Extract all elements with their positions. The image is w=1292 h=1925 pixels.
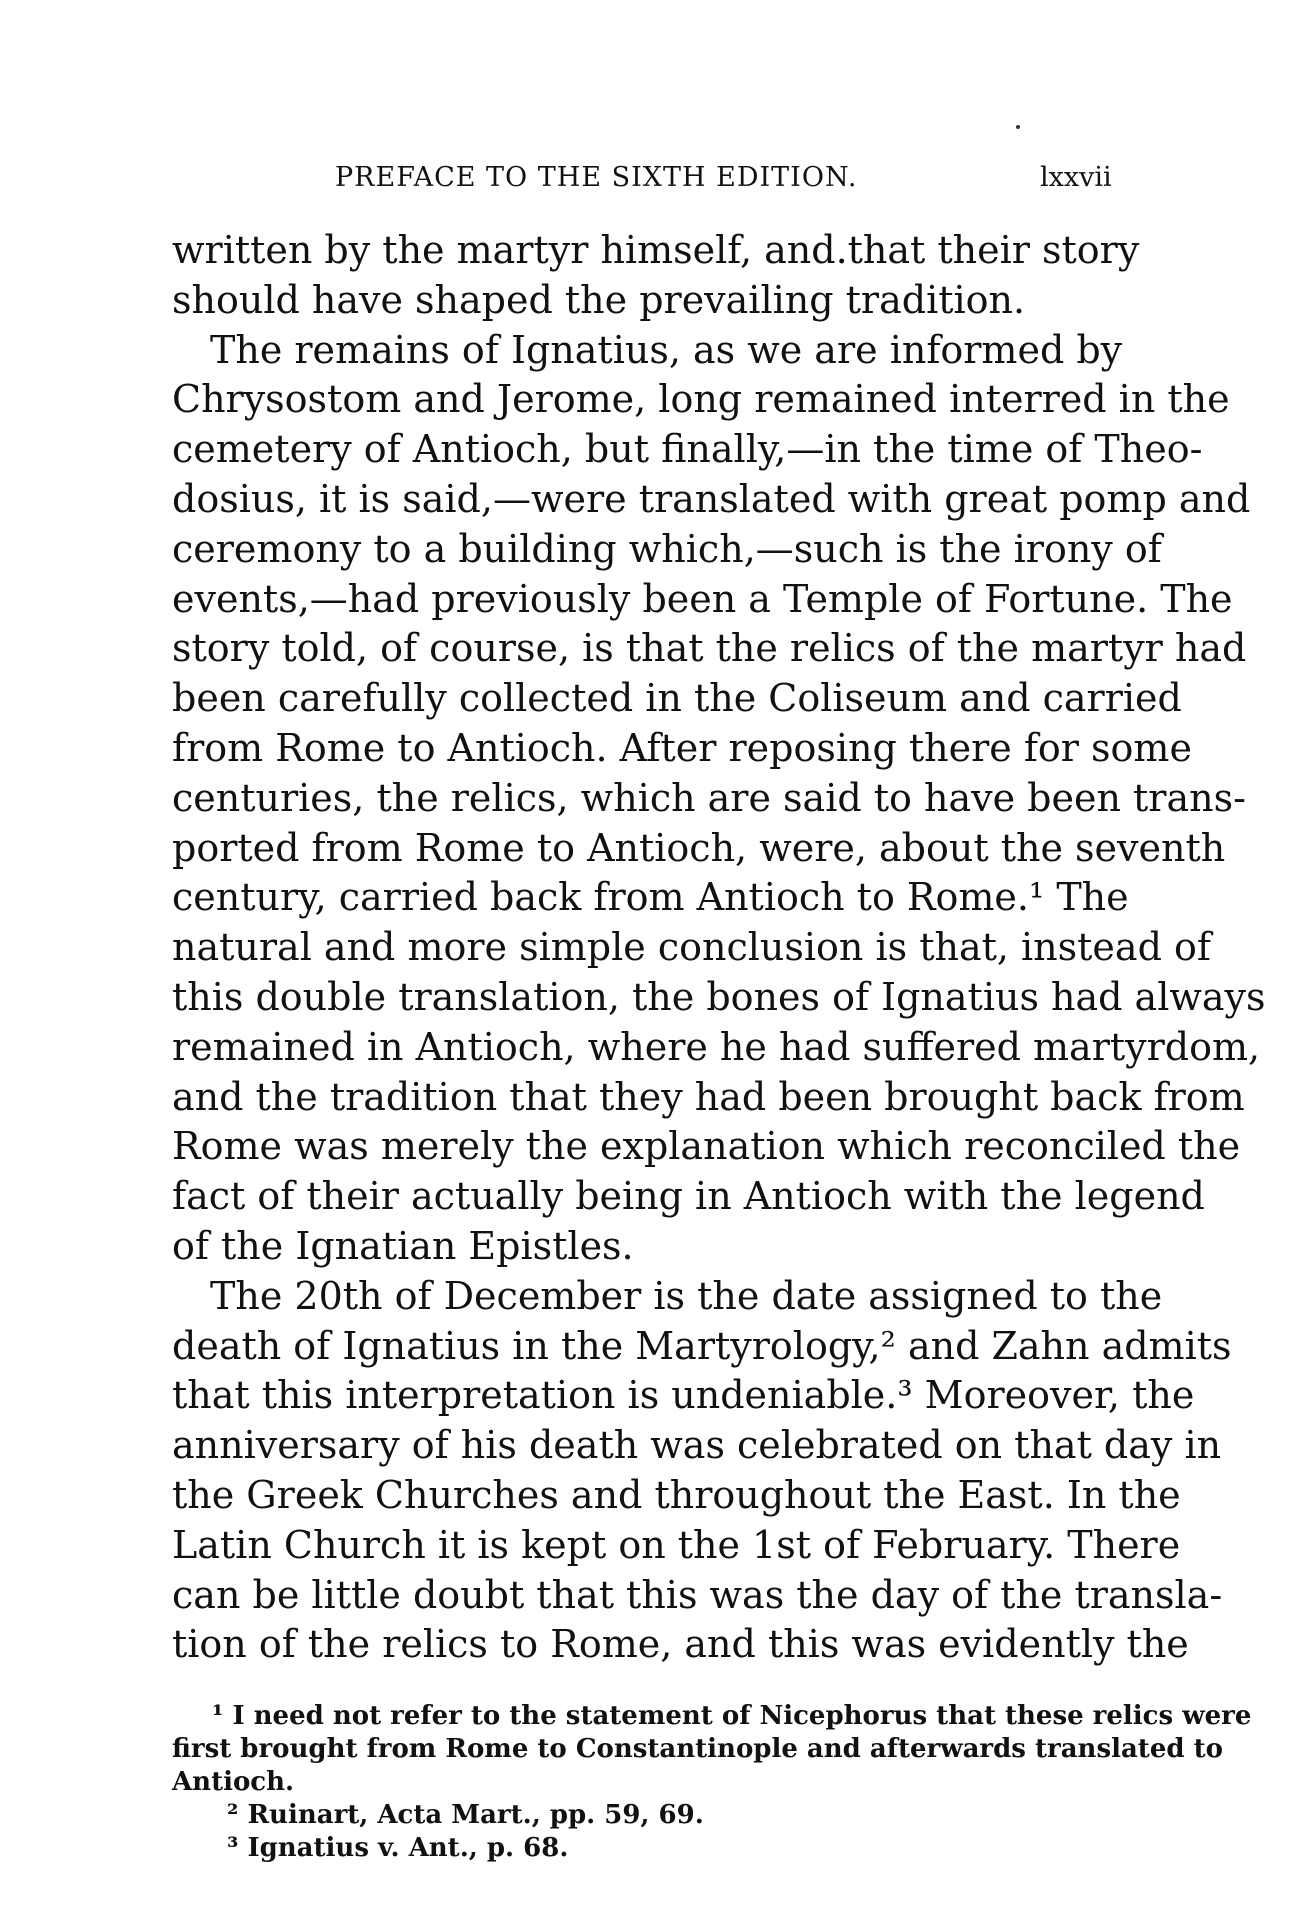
text-line: can be little doubt that this was the day of the transla- xyxy=(172,1572,1223,1617)
text-line: The remains of Ignatius, as we are informed by xyxy=(210,327,1123,372)
page-header xyxy=(0,162,1292,202)
text-line: ported from Rome to Antioch, were, about the seventh xyxy=(172,825,1226,870)
text-line: century, carried back from Antioch to Rome.¹ The xyxy=(172,875,1129,920)
text-line: the Greek Churches and throughout the East. In the xyxy=(172,1472,1181,1517)
text-line: The 20th of December is the date assigned to the xyxy=(210,1273,1163,1318)
text-line: Latin Church it is kept on the 1st of February. There xyxy=(172,1522,1181,1567)
text-line: tion of the relics to Rome, and this was evidently the xyxy=(172,1622,1189,1667)
text-line: from Rome to Antioch. After reposing there for some xyxy=(172,725,1192,770)
page-number: lxxvii xyxy=(1040,162,1112,193)
text-line: events,—had previously been a Temple of Fortune. The xyxy=(172,576,1233,621)
text-line: this double translation, the bones of Ignatius had always xyxy=(172,974,1266,1019)
text-line: that this interpretation is undeniable.³ Moreover, the xyxy=(172,1373,1195,1418)
text-line: written by the martyr himself, and.that their story xyxy=(172,228,1140,272)
text-line: death of Ignatius in the Martyrology,² and Zahn admits xyxy=(172,1323,1232,1368)
text-line: anniversary of his death was celebrated on that day in xyxy=(172,1423,1222,1468)
text-line: cemetery of Antioch, but finally,—in the time of Theo- xyxy=(172,427,1203,472)
text-line: Rome was merely the explanation which reconciled the xyxy=(172,1124,1241,1169)
text-line: natural and more simple conclusion is that, instead of xyxy=(172,925,1211,970)
text-line: story told, of course, is that the relics of the martyr had xyxy=(172,626,1247,671)
text-line: and the tradition that they had been brought back from xyxy=(172,1074,1245,1119)
text-line: dosius, it is said,—were translated with great pomp and xyxy=(172,476,1251,521)
footnote-line: ¹ I need not refer to the statement of Nicephorus that these relics were xyxy=(212,1701,1252,1732)
body-text xyxy=(172,226,1266,1670)
text-line: centuries, the relics, which are said to have been trans- xyxy=(172,775,1246,820)
footnote-line: ³ Ignatius v. Ant., p. 68. xyxy=(227,1833,569,1864)
footnote-line: Antioch. xyxy=(172,1767,295,1798)
scan-speck xyxy=(1016,125,1020,129)
text-line: should have shaped the prevailing tradition. xyxy=(172,277,1026,322)
footnote-line: ² Ruinart, Acta Mart., pp. 59, 69. xyxy=(227,1800,704,1831)
footnotes xyxy=(172,1700,1252,1865)
text-line: fact of their actually being in Antioch with the legend xyxy=(172,1174,1205,1219)
footnote-line: first brought from Rome to Constantinople and afterwards translated to xyxy=(172,1734,1223,1765)
text-line: of the Ignatian Epistles. xyxy=(172,1223,634,1268)
text-line: ceremony to a building which,—such is the irony of xyxy=(172,526,1162,571)
text-line: Chrysostom and Jerome, long remained interred in the xyxy=(172,377,1230,422)
text-line: been carefully collected in the Coliseum and carried xyxy=(172,676,1182,721)
text-line: remained in Antioch, where he had suffered martyrdom, xyxy=(172,1024,1261,1069)
running-title: PREFACE TO THE SIXTH EDITION. xyxy=(335,162,858,193)
